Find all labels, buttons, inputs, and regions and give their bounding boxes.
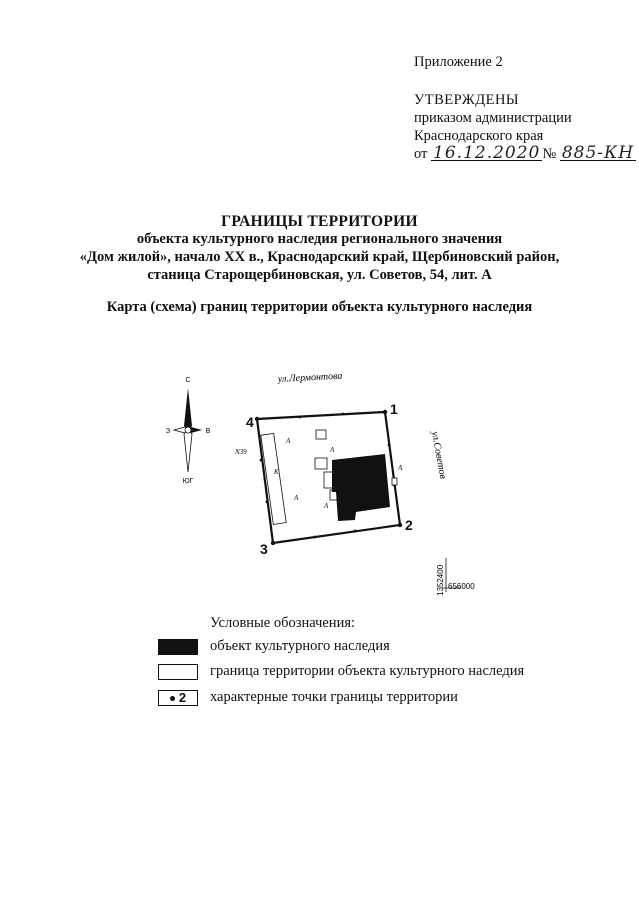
legend-swatch-boundary: [158, 664, 198, 680]
legend-swatch-points: [158, 690, 198, 706]
legend-label-boundary: граница территории объекта культурного наследия: [210, 663, 525, 679]
number-sign: №: [542, 146, 557, 162]
small-shed: [316, 430, 326, 439]
legend-label-heritage: объект культурного наследия: [210, 638, 390, 654]
compass-south: ЮГ: [182, 478, 194, 485]
coordinate-x: 1352400: [436, 564, 445, 596]
point-dot-icon: [170, 696, 175, 701]
side-marker: [392, 478, 397, 485]
point-3: 3: [260, 541, 268, 557]
building-label-a5: А: [294, 494, 299, 502]
point-4: 4: [246, 414, 254, 430]
compass-north: С: [185, 377, 191, 384]
title-line-2: «Дом жилой», начало XX в., Краснодарский край, Щербиновский район,: [79, 249, 560, 265]
building-label-a4: А: [324, 502, 329, 510]
heritage-building: [332, 454, 390, 521]
small-shed-2: [315, 458, 327, 469]
coordinate-marker: [436, 558, 475, 596]
approved-label: УТВЕРЖДЕНЫ: [414, 92, 520, 108]
document-title: ГРАНИЦЫ ТЕРРИТОРИИ: [221, 213, 418, 230]
territory-map: [160, 360, 500, 610]
compass-east: В: [205, 428, 211, 435]
legend-swatch-point-number: 2: [178, 690, 187, 705]
building-label-a2: А: [330, 446, 335, 454]
point-2: 2: [405, 517, 413, 533]
title-line-3: станица Старощербиновская, ул. Советов, 54, лит. А: [147, 267, 492, 283]
appendix-label: Приложение 2: [414, 54, 503, 70]
order-date: 16.12.2020: [433, 143, 541, 163]
legend-title: Условные обозначения:: [210, 615, 356, 631]
order-date-line: [414, 143, 636, 163]
legend-label-points: характерные точки границы территории: [210, 689, 458, 705]
map-caption: Карта (схема) границ территории объекта культурного наследия: [106, 299, 533, 315]
legend-swatch-heritage: [158, 639, 198, 655]
coordinate-y: 656000: [448, 582, 475, 591]
date-prefix: от: [414, 146, 428, 162]
house-number-label: N39: [235, 448, 247, 456]
order-number: 885-КН: [561, 143, 635, 163]
compass-west: З: [165, 428, 171, 435]
building-label-k: К: [274, 468, 279, 476]
compass-icon: [166, 377, 211, 485]
order-line-1: приказом администрации: [414, 110, 572, 126]
street-east-label: ул.Советов: [429, 430, 449, 480]
building-label-a3: А: [398, 464, 403, 472]
street-north-label: ул.Лермонтова: [277, 370, 343, 385]
building-label-a1: А: [286, 437, 291, 445]
point-1: 1: [390, 401, 398, 417]
title-line-1: объекта культурного наследия регионального значения: [136, 231, 503, 247]
order-line-2: Краснодарского края: [414, 128, 544, 144]
